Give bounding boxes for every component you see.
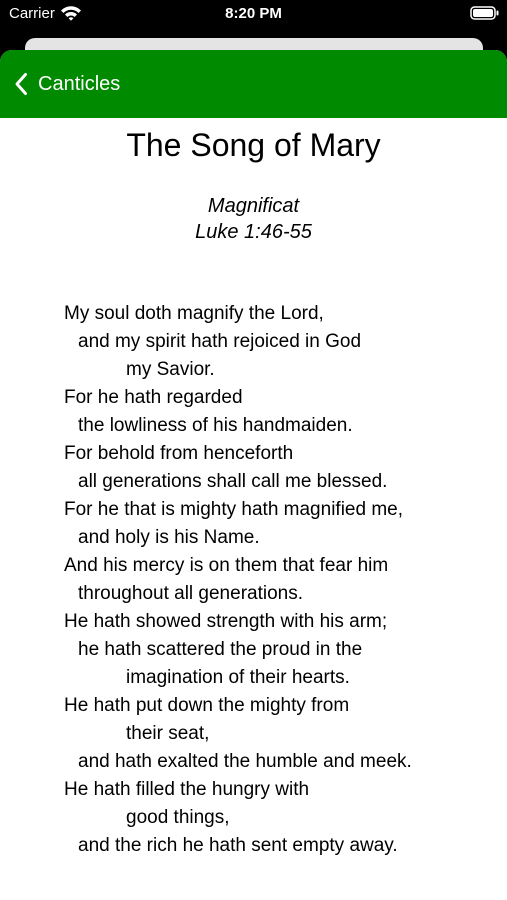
verse-line: and the rich he hath sent empty away. xyxy=(78,835,398,856)
verse-line: For he that is mighty hath magnified me, xyxy=(64,499,403,520)
scripture-reference: Luke 1:46-55 xyxy=(195,221,312,243)
verse-line: He hath showed strength with his arm; xyxy=(64,611,388,632)
back-button[interactable] xyxy=(14,70,120,98)
verse-line: For behold from henceforth xyxy=(64,443,294,464)
clock: 8:20 PM xyxy=(225,5,282,22)
navigation-bar xyxy=(0,50,507,118)
verse-line: My soul doth magnify the Lord, xyxy=(64,303,324,324)
verse-line: For he hath regarded xyxy=(64,387,243,408)
canticle-text xyxy=(64,300,504,860)
back-button-label: Canticles xyxy=(38,73,121,95)
verse-line: and holy is his Name. xyxy=(78,527,260,548)
status-bar xyxy=(0,0,507,30)
verse-line: and my spirit hath rejoiced in God xyxy=(78,331,362,352)
battery-icon xyxy=(470,5,500,21)
verse-line: good things, xyxy=(126,807,230,828)
verse-line: imagination of their hearts. xyxy=(126,667,350,688)
page-title: The Song of Mary xyxy=(126,127,381,163)
verse-line: He hath put down the mighty from xyxy=(64,695,350,716)
verse-line: He hath filled the hungry with xyxy=(64,779,310,800)
verse-line: he hath scattered the proud in the xyxy=(78,639,363,660)
chevron-left-icon xyxy=(14,72,28,96)
carrier-label: Carrier xyxy=(9,5,55,22)
verse-line: and hath exalted the humble and meek. xyxy=(78,751,412,772)
verse-line: all generations shall call me blessed. xyxy=(78,471,388,492)
verse-line: And his mercy is on them that fear him xyxy=(64,555,389,576)
verse-line: throughout all generations. xyxy=(78,583,303,604)
verse-line: my Savior. xyxy=(126,359,215,380)
verse-line: the lowliness of his handmaiden. xyxy=(78,415,353,436)
verse-line: their seat, xyxy=(126,723,210,744)
canticle-latin-name: Magnificat xyxy=(207,195,300,217)
